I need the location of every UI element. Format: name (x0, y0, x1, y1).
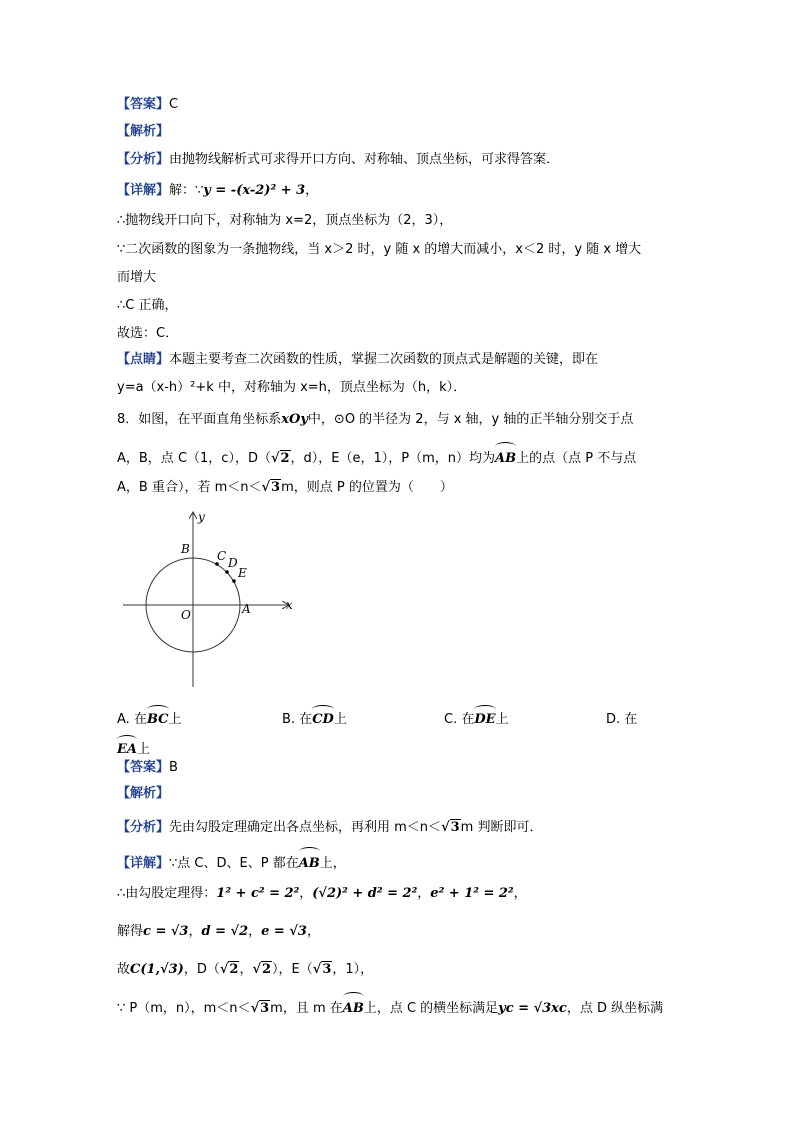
equation-c: 1² + c² = 2² (216, 886, 300, 901)
equation-d: (√2)² + d² = 2² (312, 886, 418, 901)
radicand: 3 (450, 820, 460, 835)
xiangjie-line-1 (117, 181, 318, 201)
sep: ， (306, 924, 320, 939)
xj2-text-b: 上， (319, 856, 346, 871)
q8-text-f: A，B 重合），若 m＜n＜ (117, 480, 262, 495)
xiangjie-line-4: 而增大 (117, 270, 157, 285)
q8-text-g: m，则点 P 的位置为（ ） (281, 480, 453, 495)
sqrt-2-d2: √2 (252, 962, 272, 977)
q8-text-e: 上的点（点 P 不与点 (516, 451, 637, 466)
analysis-tag-2: 【解析】 (117, 786, 170, 801)
arc-bc: BC (147, 709, 169, 727)
xiangjie2-line-5 (117, 996, 663, 1019)
solution-c: c = √3 (143, 924, 189, 939)
option-d-prefix: D. 在 (606, 712, 638, 727)
sqrt-3-m: √3 (250, 1001, 270, 1016)
q8-text-c: A，B，点 C（1，c），D（ (117, 451, 271, 466)
dianjing-text: 本题主要考查二次函数的性质，掌握二次函数的顶点式是解题的关键，即在 (169, 352, 599, 367)
option-c[interactable] (444, 708, 509, 727)
option-d-continued[interactable] (117, 738, 150, 757)
fenxi-tag-2: 【分析】 (117, 820, 170, 835)
xj2-text-a: ∵点 C、D、E、P 都在 (169, 856, 299, 871)
answer-tag: 【答案】 (117, 97, 170, 112)
question-8-line-2 (117, 446, 636, 469)
q8-text-b: 中，⊙O 的半径为 2，与 x 轴，y 轴的正半轴分别交于点 (307, 412, 634, 427)
answer-value: C (169, 97, 179, 112)
equation-e: e² + 1² = 2² (430, 886, 514, 901)
label-x: x (286, 598, 293, 612)
arc-ab-2: AB (299, 851, 320, 874)
label-b: B (181, 542, 190, 556)
arc-ab: AB (495, 446, 516, 469)
sep: ， (417, 886, 431, 901)
question-8-line-3 (117, 478, 453, 498)
dianjing-tag: 【点睛】 (117, 352, 170, 367)
radicand: 2 (280, 451, 290, 466)
arc-de: DE (474, 709, 495, 727)
option-d-suffix: 上 (137, 742, 151, 757)
option-c-prefix: C. 在 (444, 712, 475, 727)
sqrt-3: √3 (261, 480, 281, 495)
label-d: D (228, 556, 238, 570)
option-b-suffix: 上 (333, 712, 347, 727)
arc-ea: EA (117, 739, 137, 757)
dianjing-line-2: y=a（x-h）²+k 中，对称轴为 x=h，顶点坐标为（h，k）． (117, 380, 467, 395)
fenxi-line-2 (117, 818, 542, 838)
xiangjie-line-5: ∴C 正确， (117, 298, 178, 313)
xiangjie2-line-3 (117, 922, 320, 942)
xiangjie-line-2: ∴抛物线开口向下，对称轴为 x=2，顶点坐标为（2，3）， (117, 213, 453, 228)
sqrt-2-d1: √2 (219, 962, 239, 977)
fenxi-line-1 (117, 150, 559, 170)
answer-line-2 (117, 758, 178, 778)
option-d[interactable] (606, 708, 637, 727)
radicand: 3 (271, 480, 281, 495)
answer-value-2: B (169, 760, 178, 775)
question-8-line-1 (117, 410, 633, 430)
xoy-symbol: xOy (281, 412, 308, 427)
xiangjie2-line-1 (117, 851, 346, 874)
analysis-line-2 (117, 784, 169, 804)
fenxi2-text-b: m 判断即可． (460, 820, 543, 835)
radicand: 3 (260, 1001, 270, 1016)
xj2-text-g: ， (239, 962, 253, 977)
radicand: 2 (229, 962, 239, 977)
q8-text-a: 8．如图，在平面直角坐标系 (117, 412, 282, 427)
option-b-prefix: B. 在 (282, 712, 313, 727)
sqrt-3-fenxi: √3 (441, 820, 460, 835)
fenxi-tag: 【分析】 (117, 152, 170, 167)
arc-cd: CD (312, 709, 334, 727)
yc-formula: yc = √3xc (498, 1001, 567, 1016)
sep: ， (188, 924, 202, 939)
answer-line-1 (117, 95, 178, 115)
radicand: 2 (262, 962, 272, 977)
xiangjie-line-3: ∵二次函数的图象为一条抛物线，当 x＞2 时，y 随 x 的增大而减小，x＜2 时，y 随 x 增大 (117, 242, 642, 257)
label-o: O (181, 608, 191, 622)
xiangjie-tag: 【详解】 (117, 183, 170, 198)
label-c: C (217, 549, 227, 563)
xiangjie-tag-2: 【详解】 (117, 856, 170, 871)
circle-figure (118, 505, 308, 690)
parabola-formula: y = -(x-2)² + 3 (203, 183, 306, 198)
point-e-dot (232, 579, 236, 583)
solution-d: d = √2 (201, 924, 249, 939)
analysis-line-1 (117, 122, 169, 142)
sep: ， (513, 886, 527, 901)
xj2-text-i: ，1）， (332, 962, 374, 977)
option-b[interactable] (282, 708, 347, 727)
answer-tag-2: 【答案】 (117, 760, 170, 775)
point-d-dot (225, 570, 229, 574)
xiangjie2-line-2 (117, 884, 527, 904)
xj2-text-j: ∵ P（m，n），m＜n＜ (117, 1001, 251, 1016)
option-c-suffix: 上 (495, 712, 509, 727)
xj2-text-d: 解得 (117, 924, 144, 939)
option-a-suffix: 上 (168, 712, 182, 727)
label-e: E (238, 566, 247, 580)
xj2-text-m: ，点 D 纵坐标满 (566, 1001, 664, 1016)
xiangjie-line-6: 故选：C． (117, 326, 179, 341)
radicand: 3 (322, 962, 332, 977)
sqrt-2: √2 (270, 451, 290, 466)
xj2-text-e: 故 (117, 962, 131, 977)
fenxi2-text-a: 先由勾股定理确定出各点坐标，再利用 m＜n＜ (169, 820, 442, 835)
dianjing-line-1 (117, 350, 598, 370)
sep: ， (299, 886, 313, 901)
xiangjie2-line-4 (117, 960, 373, 980)
option-a-prefix: A. 在 (117, 712, 147, 727)
xj2-text-l: 上，点 C 的横坐标满足 (363, 1001, 499, 1016)
label-a: A (242, 602, 251, 616)
fenxi-text: 由抛物线解析式可求得开口方向、对称轴、顶点坐标，可求得答案． (169, 152, 560, 167)
option-a[interactable] (117, 708, 182, 727)
arc-ab-3: AB (343, 996, 364, 1019)
xj2-text-h: ），E（ (272, 962, 313, 977)
xiangjie-prefix: 解：∵ (169, 183, 204, 198)
analysis-tag: 【解析】 (117, 124, 170, 139)
q8-text-d: ，d），E（e，1），P（m，n）均为 (290, 451, 496, 466)
xj2-text-c: ∴由勾股定理得： (117, 886, 217, 901)
sep: ， (248, 924, 262, 939)
xj2-text-k: m，且 m 在 (270, 1001, 343, 1016)
label-y: y (198, 510, 205, 524)
xiangjie-suffix: ， (305, 183, 319, 198)
solution-e: e = √3 (261, 924, 307, 939)
point-c-coords: C(1,√3) (130, 962, 184, 977)
xj2-text-f: ，D（ (183, 962, 220, 977)
sqrt-3-e: √3 (312, 962, 332, 977)
